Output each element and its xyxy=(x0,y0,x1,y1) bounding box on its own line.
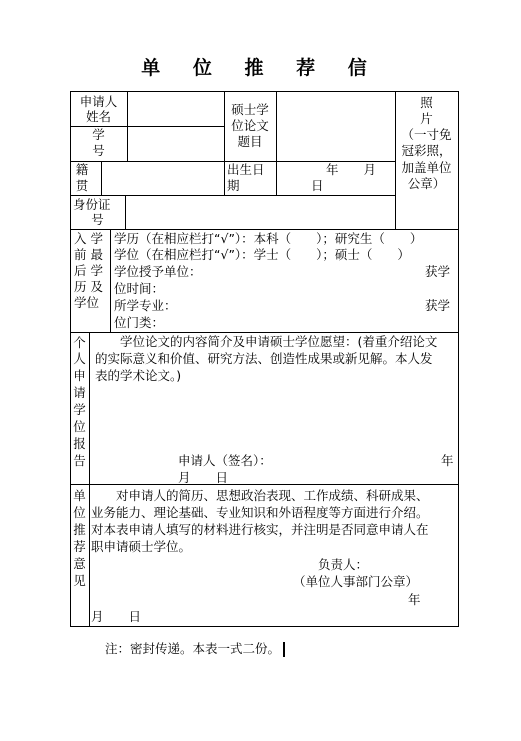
report-label-3: 申 xyxy=(73,368,86,383)
recommend-label-4: 荐 xyxy=(73,539,86,554)
recommend-text-line-1: 对申请人的简历、思想政治表现、工作成绩、科研成果、 xyxy=(116,488,429,503)
thesis-title-label-3: 题目 xyxy=(237,134,263,149)
report-label-4: 请 xyxy=(73,385,86,400)
education-degree-line: 学位（在相应栏打“√”）：学士（ ）；硕士（ ） xyxy=(114,247,410,262)
applicant-name-label-2: 姓名 xyxy=(85,109,111,124)
report-signature-label: 申请人（签名）： xyxy=(178,453,272,468)
report-label-7: 报 xyxy=(73,436,86,451)
report-year-label: 年 xyxy=(441,453,454,468)
id-number-label-1: 身份证 xyxy=(73,197,111,212)
recommendation-form xyxy=(70,91,459,627)
photo-label-4: 冠彩照， xyxy=(401,143,452,158)
recommend-label-6: 见 xyxy=(73,573,86,588)
recommend-label-2: 位 xyxy=(73,505,86,520)
unit-seal-label: （单位人事部门公章） xyxy=(293,574,419,589)
recommend-month-day-label: 月 日 xyxy=(91,609,142,624)
photo-label-1: 照 xyxy=(420,95,433,110)
birth-date-year-month: 年 月 xyxy=(326,162,377,177)
text-cursor xyxy=(283,642,285,657)
recommend-year-label: 年 xyxy=(408,592,421,607)
divider-education xyxy=(70,332,459,333)
native-place-label-2: 贯 xyxy=(75,178,89,193)
recommend-label-1: 单 xyxy=(73,488,86,503)
col-label-edu xyxy=(110,229,111,332)
education-label-1: 入学 xyxy=(74,231,108,246)
report-text-line-3: 表的学术论文。) xyxy=(95,368,182,383)
recommend-text-line-4: 职申请硕士学位。 xyxy=(91,539,192,554)
thesis-title-label-2: 位论文 xyxy=(231,118,269,133)
id-number-field[interactable] xyxy=(126,196,394,228)
report-label-5: 学 xyxy=(73,402,86,417)
student-id-label-2: 号 xyxy=(92,143,105,158)
report-content-field[interactable] xyxy=(90,385,456,445)
education-obtained-label-1: 获学 xyxy=(425,264,451,279)
col-label-lower xyxy=(89,332,90,627)
divider-report xyxy=(70,484,459,485)
recommend-label-3: 推 xyxy=(73,522,86,537)
applicant-name-field[interactable] xyxy=(128,92,223,125)
education-label-5: 学位 xyxy=(74,295,100,310)
report-label-1: 个 xyxy=(73,335,86,350)
applicant-name-label-1: 申请人 xyxy=(79,94,118,109)
education-degree-time-label: 位时间： xyxy=(114,281,165,296)
education-obtained-label-2: 获学 xyxy=(425,298,451,313)
native-place-field[interactable] xyxy=(102,162,223,194)
education-degree-category-label: 位门类： xyxy=(114,315,165,330)
recommend-label-5: 意 xyxy=(73,556,86,571)
photo-label-5: 加盖单位 xyxy=(401,160,452,175)
birth-date-label-2: 期 xyxy=(227,178,240,193)
divider-row3 xyxy=(70,229,459,230)
student-id-label-1: 学 xyxy=(92,127,105,142)
education-major-label: 所学专业： xyxy=(114,298,177,313)
photo-label-6: 公章） xyxy=(407,176,446,191)
thesis-title-field[interactable] xyxy=(277,92,394,194)
education-degree-unit-label: 学位授予单位： xyxy=(114,264,202,279)
report-text-line-1: 学位论文的内容简介及申请硕士学位愿望：(着重介绍论文 xyxy=(120,334,438,349)
report-text-line-2: 的实际意义和价值、研究方法、创造性成果或新见解。本人发 xyxy=(95,351,433,366)
document-title: 单 位 推 荐 信 xyxy=(141,57,380,79)
footnote-text: 注：密封传递。本表一式二份。 xyxy=(105,641,281,656)
id-number-label-2: 号 xyxy=(91,212,104,227)
education-label-4: 历及 xyxy=(74,279,108,294)
recommend-text-line-2: 业务能力、理论基础、专业知识和外语程度等方面进行介绍。 xyxy=(91,505,429,520)
education-label-2: 前最 xyxy=(74,247,108,262)
report-month-day-label: 月 日 xyxy=(178,470,229,485)
birth-date-day: 日 xyxy=(311,178,324,193)
photo-label-3: （一寸免 xyxy=(401,127,452,142)
report-label-6: 位 xyxy=(73,419,86,434)
report-label-2: 人 xyxy=(73,351,86,366)
recommend-text-line-3: 对本表申请人填写的材料进行核实，并注明是否同意申请人在 xyxy=(91,522,429,537)
report-label-8: 告 xyxy=(73,453,86,468)
birth-date-label-1: 出生日 xyxy=(227,162,265,177)
student-id-field[interactable] xyxy=(128,127,223,160)
footnote xyxy=(105,639,285,657)
education-label-3: 后学 xyxy=(74,263,108,278)
native-place-label-1: 籍 xyxy=(75,162,89,177)
thesis-title-label-1: 硕士学 xyxy=(231,102,269,117)
education-degree-type-line: 学历（在相应栏打“√”）：本科（ ）；研究生（ ） xyxy=(114,231,423,246)
photo-label-2: 片 xyxy=(420,111,433,126)
responsible-person-label: 负责人： xyxy=(318,557,369,572)
